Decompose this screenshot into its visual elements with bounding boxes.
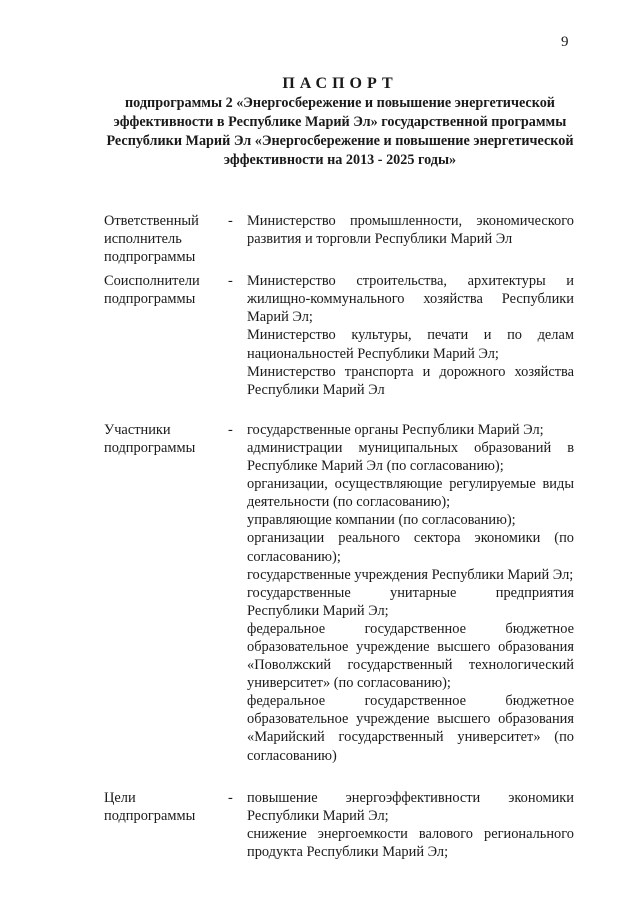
section-goals xyxy=(0,789,639,861)
section-item: государственные учреждения Республики Марий Эл; xyxy=(247,566,574,583)
section-item: снижение энергоемкости валового регионального продукта Республики Марий Эл; xyxy=(247,825,574,860)
section-co-executors xyxy=(0,272,639,399)
section-dash: - xyxy=(228,421,233,438)
document-subtitle: подпрограммы 2 «Энергосбережение и повышение энергетической эффективности в Республике Марий Эл» государственной программы Республики Марий Эл «Энергосбережение и повышение энергетической эффективности на 2013 - 2025 годы» xyxy=(106,95,574,168)
section-item: Министерство транспорта и дорожного хозяйства Республики Марий Эл xyxy=(247,363,574,398)
section-content xyxy=(247,789,574,861)
section-dash: - xyxy=(228,789,233,806)
section-content xyxy=(247,272,574,399)
section-item: управляющие компании (по согласованию); xyxy=(247,512,516,529)
section-label: Ответственный исполнитель подпрограммы xyxy=(104,213,199,266)
passport-table xyxy=(0,212,639,861)
section-content xyxy=(247,212,574,248)
section-item: Министерство промышленности, экономического развития и торговли Республики Марий Эл xyxy=(247,213,574,248)
section-label: Цели подпрограммы xyxy=(104,789,196,824)
section-item: организации реального сектора экономики (по согласованию); xyxy=(247,530,574,565)
section-item: организации, осуществляющие регулируемые виды деятельности (по согласованию); xyxy=(247,476,574,511)
section-item: федеральное государственное бюджетное образовательное учреждение высшего образования «Марийский государственный университет» (по согласованию) xyxy=(247,693,574,764)
section-item: федеральное государственное бюджетное образовательное учреждение высшего образования «Поволжский государственный технологический университет» (по согласованию); xyxy=(247,620,574,692)
section-label: Соисполнители подпрограммы xyxy=(104,273,200,308)
section-label: Участники подпрограммы xyxy=(104,421,196,456)
section-item: государственные унитарные предприятия Республики Марий Эл; xyxy=(247,584,574,619)
page-number: 9 xyxy=(561,34,569,50)
section-item: администрации муниципальных образований в Республике Марий Эл (по согласованию); xyxy=(247,439,574,475)
section-content xyxy=(247,421,574,765)
passport-heading xyxy=(100,74,580,170)
section-item: Министерство культуры, печати и по делам национальностей Республики Марий Эл; xyxy=(247,327,574,362)
document-title: ПАСПОРТ xyxy=(282,75,398,92)
section-item: повышение энергоэффективности экономики Республики Марий Эл; xyxy=(247,789,574,824)
section-participants xyxy=(0,421,639,765)
section-dash: - xyxy=(228,213,233,229)
section-item: государственные органы Республики Марий Эл; xyxy=(247,421,544,438)
section-item: Министерство строительства, архитектуры и жилищно-коммунального хозяйства Республики Марий Эл; xyxy=(247,273,574,326)
section-responsible-executor xyxy=(0,212,639,266)
section-dash: - xyxy=(228,273,233,290)
